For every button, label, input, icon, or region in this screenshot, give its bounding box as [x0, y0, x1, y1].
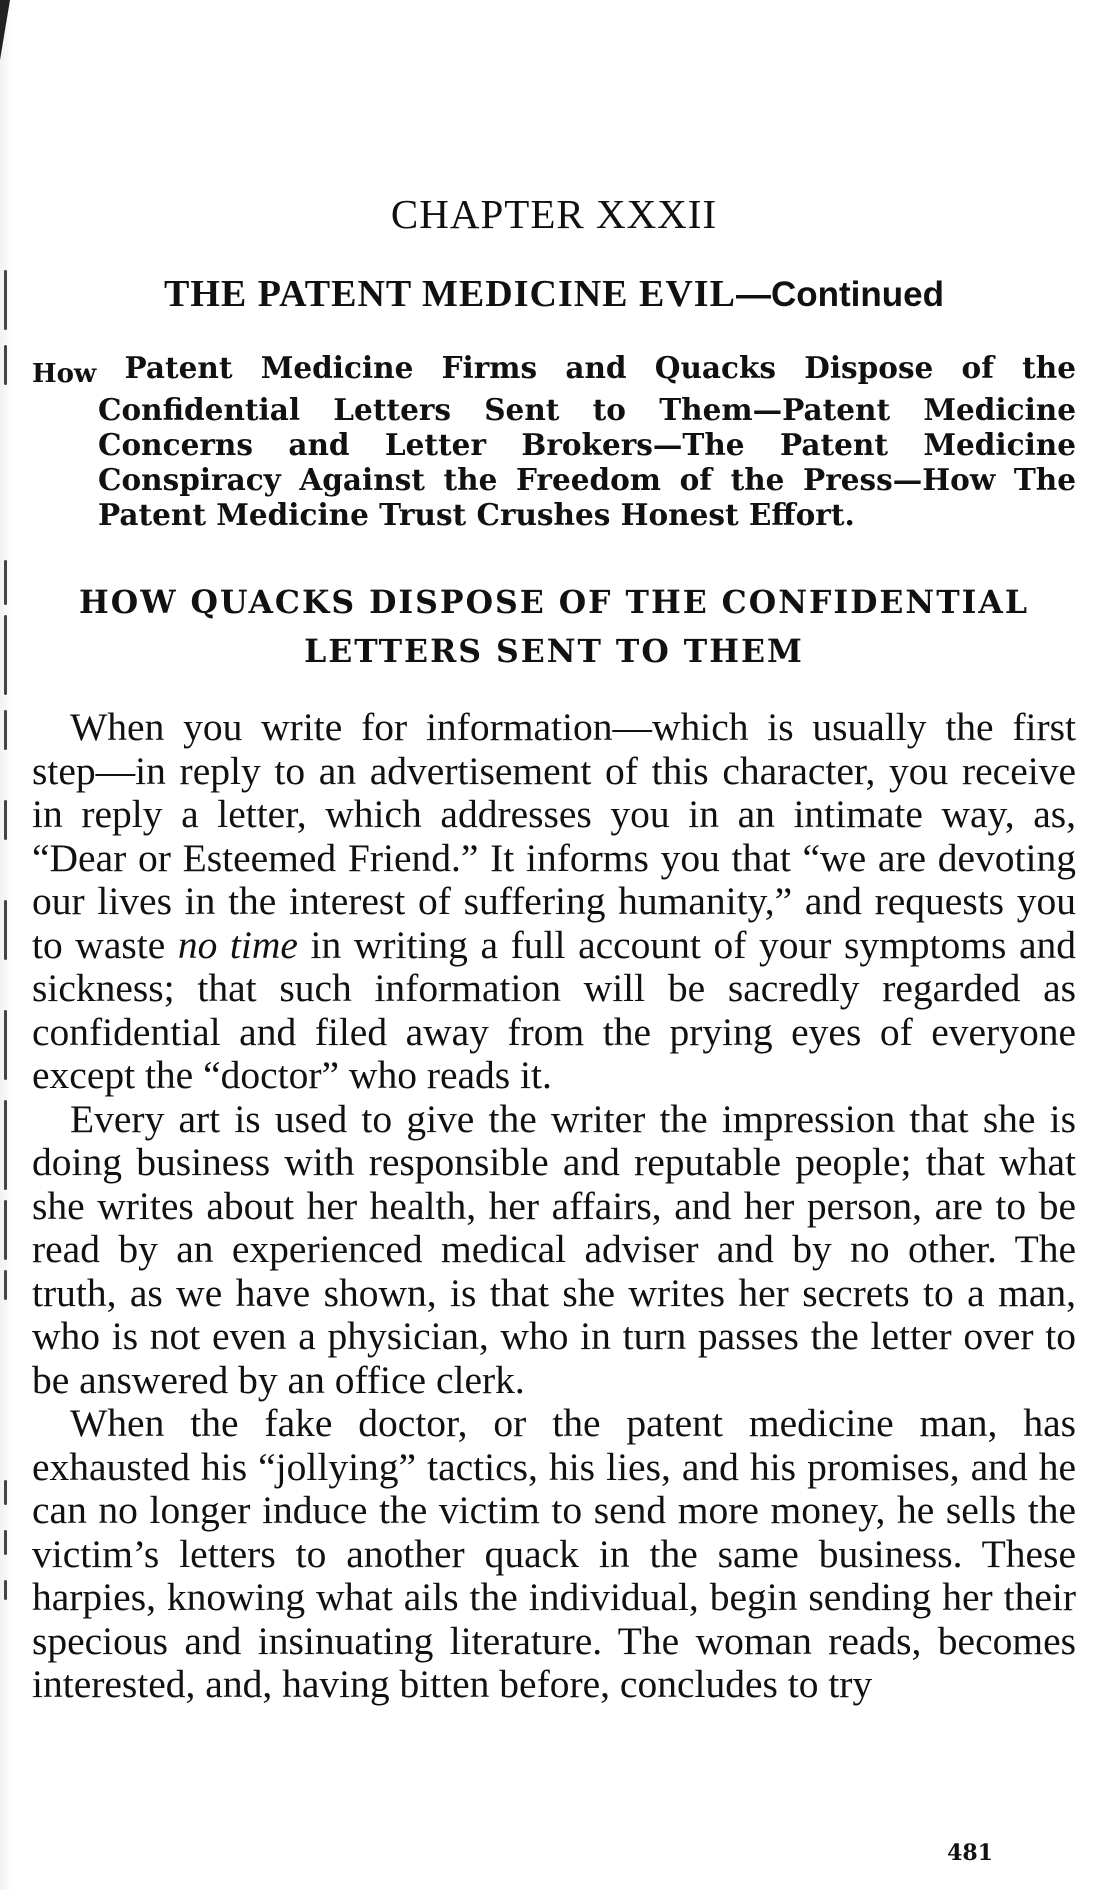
- synopsis-text: Patent Medicine Firms and Quacks Dispose of the Confidential Letters Sent to Them—Patent Medicine Concerns and Letter Brokers—The Patent Medicine Conspiracy Against the Freedom of the Press—How The Patent Medicine Trust Crushes Honest Effort.: [96, 350, 1076, 532]
- paragraph-1-emphasis: no time: [177, 922, 298, 967]
- chapter-number: CHAPTER XXXII: [390, 191, 718, 237]
- section-heading: [32, 578, 1076, 676]
- binding-margin-marks: [4, 0, 16, 1890]
- body-paragraph-2: Every art is used to give the writer the impression that she is doing business with responsible and reputable people; that what she writes about her health, her affairs, and her person, are to be read by an experienced medical adviser and by no other. The truth, as we have shown, is that she writes her secrets to a man, who is not even a physician, who in turn passes the letter over to be answered by an office clerk.: [32, 1096, 1076, 1402]
- section-heading-line2: LETTERS SENT TO THEM: [304, 633, 804, 670]
- body-paragraph-1: [32, 706, 1076, 1098]
- chapter-synopsis: [32, 350, 1076, 532]
- paragraph-1-text-a: When you write for information—which is usually the first step—in reply to an advertisement of this character, you receive in reply a letter, which addresses you in an intimate way, as, “Dear or Esteemed Friend.” It informs you that “we are devoting our lives in the interest of suffering humanity,” and requests you to waste: [32, 705, 1076, 967]
- paragraph-1-text-b: in writing a full account of your symptoms and sickness; that such information will be sacredly regarded as confidential and filed away from the prying eyes of everyone except the “doctor” who reads it.: [32, 922, 1076, 1097]
- page-content: [32, 190, 1076, 1707]
- synopsis-lead-word: How: [32, 359, 97, 389]
- chapter-title: [32, 272, 1076, 316]
- section-heading-line1: HOW QUACKS DISPOSE OF THE CONFIDENTIAL: [79, 584, 1029, 621]
- chapter-title-continued: —Continued: [735, 275, 944, 314]
- page-number: 481: [947, 1840, 993, 1866]
- body-paragraph-3: When the fake doctor, or the patent medicine man, has exhausted his “jollying” tactics, his lies, and his promises, and he can no longer induce the victim to send more money, he sells the victim’s letters to another quack in the same business. These harpies, knowing what ails the individual, begin sending her their specious and insinuating literature. The woman reads, becomes interested, and, having bitten before, concludes to try: [32, 1401, 1076, 1706]
- chapter-title-main: THE PATENT MEDICINE EVIL: [164, 273, 736, 315]
